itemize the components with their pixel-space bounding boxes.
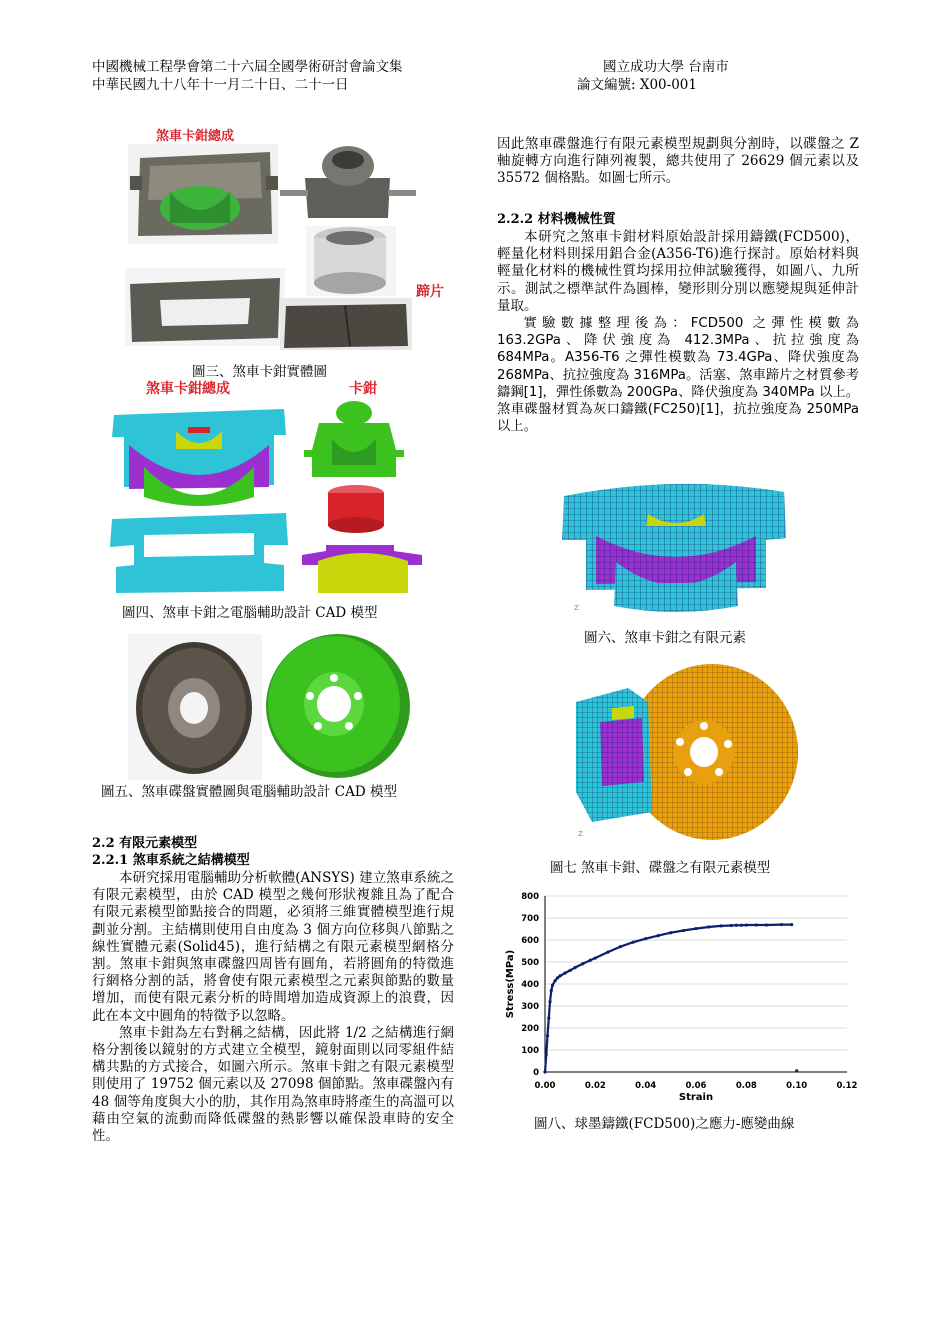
chart-x-tick-label: 0.12 <box>836 1081 858 1091</box>
chart-point <box>574 966 577 969</box>
left-para-2: 煞車卡鉗為左右對稱之結構，因此將 1/2 之結構進行網格分割後以鏡射的方式建立全模型，鏡射面則以同零組件結構共點的方式接合，如圖六所示。煞車卡鉗之有限元素模型則使用了 19752 個元素以及 27098 個節點。煞車碟盤內有 48 個等角度與大小的肋，其作用為煞車時將產生的高溫可以藉由空氣的流動而降低碟盤的熱影響以確保設車時的安全性。 <box>92 1024 454 1145</box>
chart-point <box>740 924 743 927</box>
chart-x-tick-label: 0.08 <box>735 1081 757 1091</box>
chart-point <box>594 956 597 959</box>
fig8-caption: 圖八、球墨鑄鐵(FCD500)之應力-應變曲線 <box>534 1116 795 1132</box>
chart-point <box>547 1017 550 1020</box>
chart-point <box>545 1053 548 1056</box>
chart-y-tick-label: 600 <box>521 936 539 946</box>
chart-point <box>553 979 556 982</box>
disc-cad <box>266 634 410 778</box>
chart-point <box>795 1069 798 1072</box>
chart-y-tick-label: 0 <box>533 1068 539 1078</box>
chart-y-ticks <box>521 892 539 1078</box>
bracket-photo <box>125 268 285 346</box>
chart-point <box>707 925 710 928</box>
svg-text:Z: Z <box>574 604 579 612</box>
chart-x-tick-label: 0.04 <box>635 1081 657 1091</box>
piston-photo <box>306 226 396 296</box>
disc-photo <box>128 634 262 780</box>
chart-y-tick-label: 800 <box>521 892 539 902</box>
chart-y-tick-label: 700 <box>521 914 539 924</box>
chart-point <box>745 923 748 926</box>
chart-x-ticks <box>535 1081 858 1091</box>
chart-y-label: Stress(MPa) <box>505 949 516 1019</box>
chart-x-tick-label: 0.06 <box>685 1081 707 1091</box>
chart-point <box>780 923 783 926</box>
section-2-2-2-heading: 2.2.2 材料機械性質 <box>497 212 616 227</box>
chart-point <box>546 1034 549 1037</box>
fig4-cad-models <box>104 395 434 597</box>
chart-point <box>606 951 609 954</box>
brake-pad-photo <box>280 298 412 350</box>
svg-text:Z: Z <box>578 830 583 838</box>
caliper-body-photo <box>280 138 416 223</box>
chart-point <box>548 1000 551 1003</box>
header-right-line1: 國立成功大學 台南市 <box>603 59 729 75</box>
chart-point <box>559 974 562 977</box>
chart-point <box>657 934 660 937</box>
cad-piston <box>328 485 384 533</box>
chart-point <box>581 962 584 965</box>
cad-caliper <box>304 401 404 477</box>
fig4-label-right: 卡鉗 <box>349 381 377 397</box>
chart-point <box>735 924 738 927</box>
header-left-line2: 中華民國九十八年十一月二十日、二十一日 <box>92 77 349 93</box>
fig5-caption: 圖五、煞車碟盤實體圖與電腦輔助設計 CAD 模型 <box>101 784 397 800</box>
chart-point <box>556 976 559 979</box>
chart-point <box>694 927 697 930</box>
fig4-label-left: 煞車卡鉗總成 <box>146 381 230 397</box>
chart-point <box>682 929 685 932</box>
left-column-body <box>92 870 454 1145</box>
right-column-body <box>497 229 859 435</box>
fig6-caption: 圖六、煞車卡鉗之有限元素 <box>584 630 746 646</box>
header-right-line2: 論文編號: X00-001 <box>577 77 697 93</box>
left-para-1: 本研究採用電腦輔助分析軟體(ANSYS) 建立煞車系統之有限元素模型，由於 CAD 模型之幾何形狀複雜且為了配合有限元素模型節點接合的問題，必須將三維實體模型進行規劃並分割。主結構則使用自由度為 3 個方向位移與八節點之線性實體元素(Solid45)，進行結構之有限元素模型網格分割。煞車卡鉗與煞車碟盤四周皆有圓角，若將圓角的特徵進行網格分割的話，將會使有限元素模型之元素與節點的數量增加，而使有限元素分析的時間增加造成資源上的浪費，因此在本文中圓角的特徵予以忽略。 <box>92 870 454 1024</box>
fig6-fe-mesh <box>556 478 796 618</box>
chart-point <box>569 969 572 972</box>
chart-y-tick-label: 100 <box>521 1046 539 1056</box>
chart-gridlines <box>545 896 847 1050</box>
chart-point <box>730 924 733 927</box>
chart-point <box>619 945 622 948</box>
chart-point <box>644 937 647 940</box>
section-2-2-heading: 2.2 有限元素模型 <box>92 836 198 851</box>
chart-point <box>790 923 793 926</box>
chart-y-tick-label: 400 <box>521 980 539 990</box>
chart-point <box>765 923 768 926</box>
caliper-assembly-photo <box>128 144 278 244</box>
chart-point <box>669 931 672 934</box>
chart-x-tick-label: 0.02 <box>584 1081 606 1091</box>
cad-pad <box>302 545 422 593</box>
section-2-2-1-heading: 2.2.1 煞車系統之結構模型 <box>92 853 250 868</box>
chart-y-tick-label: 200 <box>521 1024 539 1034</box>
fig3-label-right: 蹄片 <box>416 284 444 300</box>
chart-point <box>551 984 554 987</box>
chart-series-fcd500 <box>543 923 798 1074</box>
chart-point <box>550 989 553 992</box>
fig7-caption: 圖七 煞車卡鉗、碟盤之有限元素模型 <box>550 860 771 876</box>
chart-y-tick-label: 500 <box>521 958 539 968</box>
chart-point <box>631 941 634 944</box>
right-para-1: 本研究之煞車卡鉗材料原始設計採用鑄鐵(FCD500)，輕量化材料則採用鋁合金(A356-T6)進行探討。原始材料與輕量化材料的機械性質均採用拉伸試驗獲得，如圖八、九所示。測試之標準試件為圓棒，變形則分別以應變規與延伸計量取。 <box>497 229 859 314</box>
fig3-photo-collage <box>120 138 420 353</box>
cad-assembly <box>112 409 286 506</box>
chart-point <box>720 924 723 927</box>
header-left-line1: 中國機械工程學會第二十六屆全國學術研討會論文集 <box>92 59 403 75</box>
chart-point <box>755 923 758 926</box>
chart-x-tick-label: 0.00 <box>534 1081 556 1091</box>
chart-x-label: Strain <box>678 1092 714 1103</box>
right-para-2: 實驗數據整理後為：FCD500 之彈性模數為 163.2GPa、降伏強度為 412.3MPa、抗拉強度為 684MPa。A356-T6 之彈性模數為 73.4GPa、降伏強度為 268MPa、抗拉強度為 316MPa。活塞、煞車蹄片之材質參考鑄鋼[1]，彈性係數為 200GPa、降伏強度為 340MPa 以上。煞車碟盤材質為灰口鑄鐵(FC250)[1]，抗拉強度為 250MPa 以上。 <box>497 316 859 435</box>
fig3-label-top: 煞車卡鉗總成 <box>156 129 235 144</box>
chart-point <box>564 971 567 974</box>
fig7-fe-mesh <box>572 662 802 844</box>
chart-point <box>543 1070 546 1073</box>
chart-x-tick-label: 0.10 <box>786 1081 808 1091</box>
fig4-caption: 圖四、煞車卡鉗之電腦輔助設計 CAD 模型 <box>122 605 378 621</box>
fig8-stress-strain-chart <box>500 884 860 1110</box>
fig3-caption: 圖三、煞車卡鉗實體圖 <box>192 364 327 380</box>
cad-bracket <box>110 513 288 593</box>
chart-y-tick-label: 300 <box>521 1002 539 1012</box>
right-para-0: 因此煞車碟盤進行有限元素模型規劃與分割時，以碟盤之 Z 軸旋轉方向進行陣列複製，總共使用了 26629 個元素以及 35572 個格點。如圖七所示。 <box>497 136 859 187</box>
fig5-disc-images <box>126 632 416 782</box>
chart-point <box>589 959 592 962</box>
